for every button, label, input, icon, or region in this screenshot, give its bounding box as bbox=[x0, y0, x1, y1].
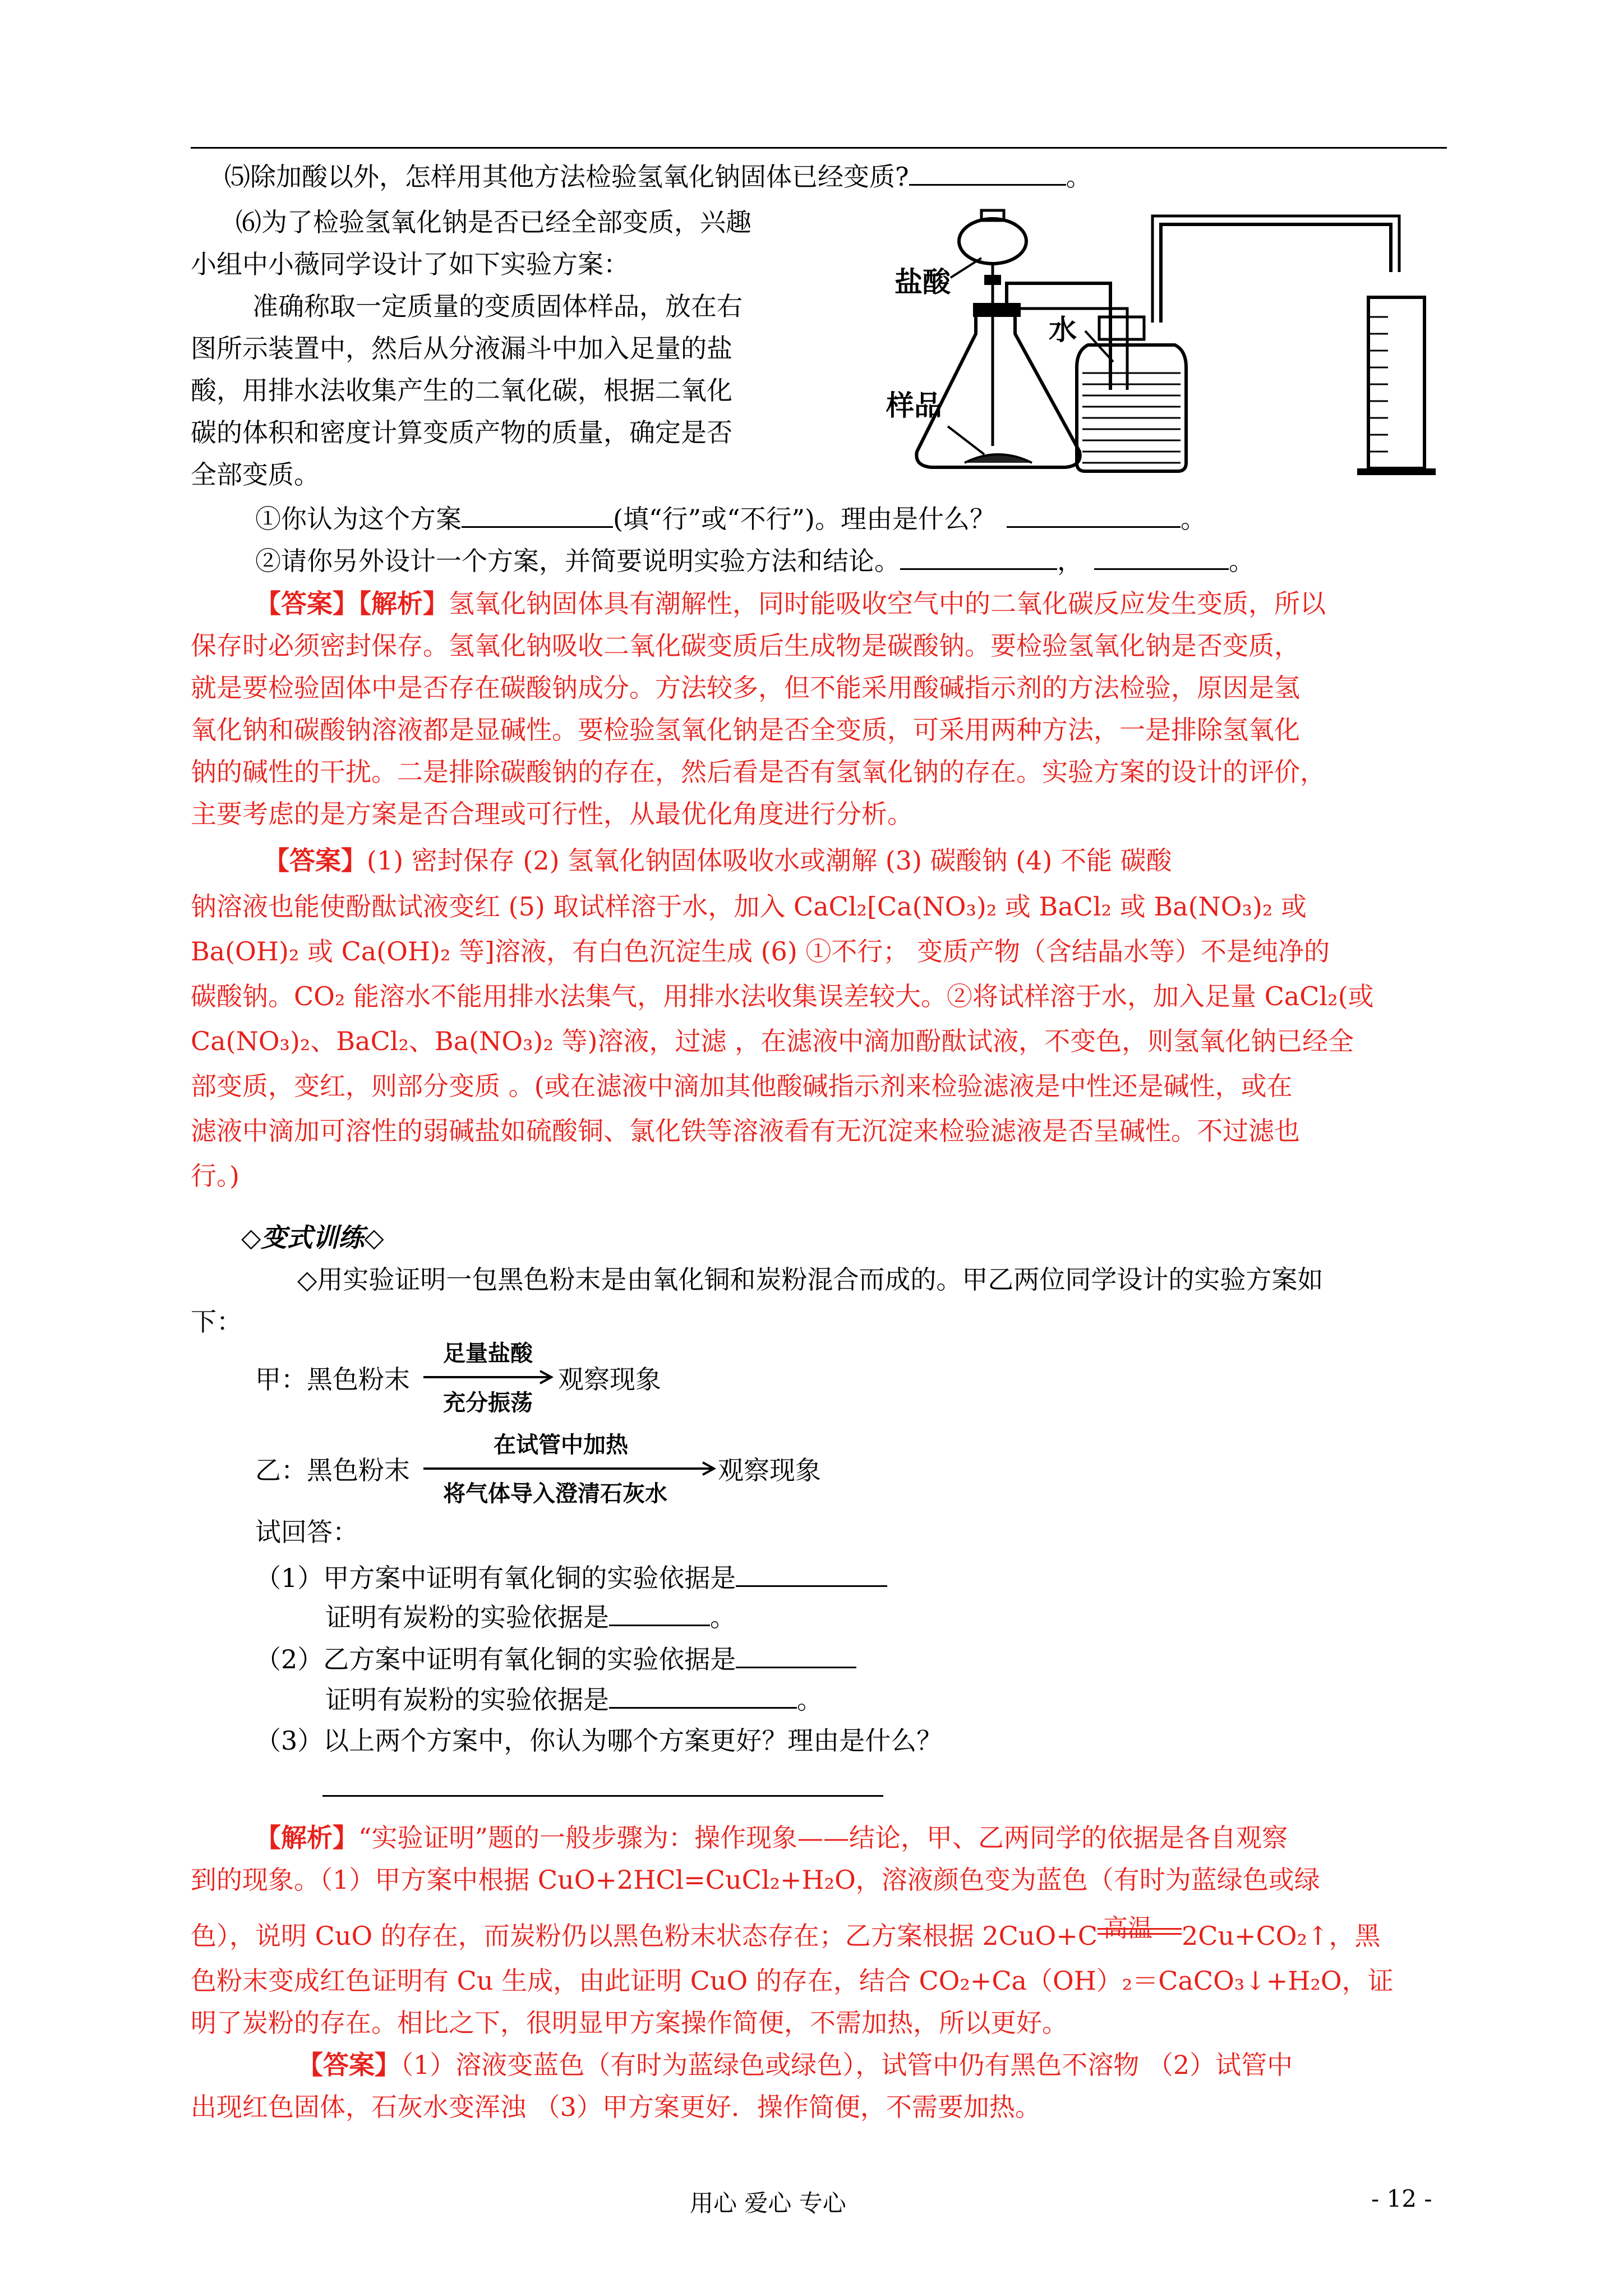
analysis-1-line: 氧化钠和碳酸钠溶液都是显碱性。要检验氢氧化钠是否全变质，可采用两种方法，一是排除氢氧化 bbox=[191, 715, 1300, 745]
answer-blank bbox=[462, 500, 613, 528]
answer-blank bbox=[609, 1681, 797, 1709]
answer-blank bbox=[1007, 500, 1181, 528]
answer-1-line bbox=[264, 843, 1172, 878]
answer-blank bbox=[736, 1559, 887, 1587]
footer-motto: 用心 爱心 专心 bbox=[690, 2189, 846, 2217]
variant-q2b bbox=[325, 1681, 823, 1717]
answer-text: (1) 密封保存 (2) 氢氧化钠固体吸收水或潮解 (3) 碳酸钠 (4) 不能 碳酸 bbox=[367, 845, 1172, 876]
equals-sign bbox=[1098, 1928, 1182, 1935]
analysis-text: 氢氧化钠固体具有潮解性，同时能吸收空气中的二氧化碳反应发生变质，所以 bbox=[449, 588, 1326, 619]
question-5 bbox=[224, 158, 1092, 194]
answer-1-line: 钠溶液也能使酚酞试液变红 (5) 取试样溶于水，加入 CaCl₂[Ca(NO₃)₂ 或 BaCl₂ 或 Ba(NO₃)₂ 或 bbox=[191, 891, 1307, 922]
answer-blank bbox=[1094, 542, 1229, 570]
variant-q1b bbox=[325, 1599, 736, 1635]
question-6-sub1 bbox=[255, 500, 1206, 536]
analysis-2-line: 色粉末变成红色证明有 Cu 生成，由此证明 CuO 的存在，结合 CO₂+Ca（OH）₂＝CaCO₃↓+H₂O，证 bbox=[191, 1966, 1394, 1996]
analysis-1-line: 保存时必须密封保存。氢氧化钠吸收二氧化碳变质后生成物是碳酸钠。要检验氢氧化钠是否变质， bbox=[191, 631, 1300, 661]
question-6-line: 酸，用排水法收集产生的二氧化碳，根据二氧化 bbox=[191, 375, 732, 406]
answer-tag: 【答案】 bbox=[297, 2050, 400, 2080]
answer-1-line: Ca(NO₃)₂、BaCl₂、Ba(NO₃)₂ 等)溶液，过滤 ，在滤液中滴加酚酞试液，不变色，则氢氧化钠已经全 bbox=[191, 1026, 1354, 1056]
analysis-2-line: 到的现象。（1）甲方案中根据 CuO+2HCl=CuCl₂+H₂O，溶液颜色变为蓝色（有时为蓝绿色或绿 bbox=[191, 1865, 1320, 1895]
question-6-line: 图所示装置中，然后从分液漏斗中加入足量的盐 bbox=[191, 333, 732, 364]
answer-tag: 【答案】 bbox=[264, 845, 367, 876]
question-6-line: ⑹为了检验氢氧化钠是否已经全部变质，兴趣 bbox=[236, 207, 751, 237]
apparatus-figure bbox=[864, 205, 1453, 480]
analysis-text: 2Cu+CO₂↑，黑 bbox=[1181, 1921, 1381, 1951]
answer-blank bbox=[909, 158, 1066, 186]
ask-label: 试回答： bbox=[255, 1517, 358, 1547]
question-6-line: 碳的体积和密度计算变质产物的质量，确定是否 bbox=[191, 417, 732, 448]
scheme-yi-prefix: 乙：黑色粉末 bbox=[255, 1455, 410, 1485]
sub1-text: (填“行”或“不行”)。理由是什么？ bbox=[613, 504, 995, 534]
scheme-jia-prefix: 甲：黑色粉末 bbox=[255, 1364, 410, 1395]
scheme-jia-condition-top: 足量盐酸 bbox=[443, 1341, 533, 1366]
scheme-jia-result: 观察现象 bbox=[558, 1364, 661, 1395]
analysis-2-line bbox=[191, 1914, 1381, 1953]
analysis-tag: 【解析】 bbox=[255, 1823, 358, 1853]
analysis-2-line bbox=[255, 1820, 1288, 1855]
graduated-cylinder bbox=[1368, 297, 1424, 468]
answer-1-line: 部变质，变红，则部分变质 。(或在滤液中滴加其他酸碱指示剂来检验滤液是中性还是碱性，或在 bbox=[191, 1071, 1293, 1101]
question-6-line: 准确称取一定质量的变质固体样品，放在右 bbox=[252, 291, 743, 321]
punct: 。 bbox=[1180, 504, 1206, 534]
q-text: 证明有炭粉的实验依据是 bbox=[325, 1685, 609, 1715]
variant-q1a bbox=[255, 1559, 887, 1595]
analysis-1-line: 就是要检验固体中是否存在碳酸钠成分。方法较多，但不能采用酸碱指示剂的方法检验，原因是氢 bbox=[191, 673, 1300, 703]
analysis-text: “实验证明”题的一般步骤为：操作现象——结论，甲、乙两同学的依据是各自观察 bbox=[358, 1823, 1288, 1853]
analysis-1-line: 钠的碱性的干扰。二是排除碳酸钠的存在，然后看是否有氢氧化钠的存在。实验方案的设计的评价， bbox=[191, 757, 1326, 787]
punct: 。 bbox=[1066, 162, 1092, 192]
sample-solid bbox=[965, 454, 1032, 463]
analysis-2-line: 明了炭粉的存在。相比之下，很明显甲方案操作简便，不需加热，所以更好。 bbox=[191, 2008, 1068, 2038]
q-text: （2）乙方案中证明有氧化铜的实验依据是 bbox=[255, 1644, 736, 1674]
variant-intro: 下： bbox=[191, 1306, 242, 1337]
answer-1-line: 行。) bbox=[191, 1161, 239, 1191]
punct: ， bbox=[1057, 546, 1083, 576]
analysis-text: 色），说明 CuO 的存在，而炭粉仍以黑色粉末状态存在；乙方案根据 2CuO+C bbox=[191, 1921, 1098, 1951]
sub1-text: ①你认为这个方案 bbox=[255, 504, 462, 534]
variant-q3: （3）以上两个方案中，你认为哪个方案更好？理由是什么？ bbox=[255, 1726, 943, 1756]
analysis-1-line: 主要考虑的是方案是否合理或可行性，从最优化角度进行分析。 bbox=[191, 799, 913, 829]
scheme-yi-result: 观察现象 bbox=[718, 1455, 821, 1485]
variant-intro: ◇用实验证明一包黑色粉末是由氧化铜和炭粉混合而成的。甲乙两位同学设计的实验方案如 bbox=[297, 1264, 1324, 1295]
scheme-jia-arrow bbox=[423, 1369, 558, 1386]
header-rule bbox=[191, 147, 1447, 149]
answer-1-line: 碳酸钠。CO₂ 能溶水不能用排水法集气，用排水法收集误差较大。②将试样溶于水，加入足量 CaCl₂(或 bbox=[191, 981, 1374, 1011]
q-text: （1）甲方案中证明有氧化铜的实验依据是 bbox=[255, 1563, 736, 1593]
answer-2-line: 出现红色固体，石灰水变浑浊 （3）甲方案更好．操作简便，不需要加热。 bbox=[191, 2092, 1041, 2122]
question-5-text: ⑸除加酸以外，怎样用其他方法检验氢氧化钠固体已经变质? bbox=[224, 162, 909, 192]
condition-text: 高温 bbox=[1103, 1914, 1152, 1943]
answer-blank bbox=[900, 542, 1057, 570]
scheme-jia-condition-bottom: 充分振荡 bbox=[443, 1390, 533, 1416]
analysis-1-line bbox=[255, 586, 1326, 621]
label-sample: 样品 bbox=[886, 389, 942, 422]
q-text: 证明有炭粉的实验依据是 bbox=[325, 1602, 609, 1632]
funnel-bulb bbox=[959, 219, 1026, 264]
punct: 。 bbox=[797, 1685, 823, 1715]
sub2-text: ②请你另外设计一个方案，并简要说明实验方法和结论。 bbox=[255, 546, 900, 576]
variant-heading: ◇变式训练◇ bbox=[241, 1222, 384, 1253]
label-water: 水 bbox=[1049, 314, 1077, 346]
answer-1-line: Ba(OH)₂ 或 Ca(OH)₂ 等]溶液，有白色沉淀生成 (6) ①不行； 变质产物（含结晶水等）不是纯净的 bbox=[191, 936, 1330, 967]
scheme-yi-condition-bottom: 将气体导入澄清石灰水 bbox=[443, 1481, 667, 1507]
answer-line bbox=[322, 1795, 883, 1797]
punct: 。 bbox=[710, 1602, 736, 1632]
question-6-sub2 bbox=[255, 542, 1255, 578]
answer-analysis-tag: 【答案】【解析】 bbox=[255, 588, 449, 619]
answer-text: （1）溶液变蓝色（有时为蓝绿色或绿色），试管中仍有黑色不溶物 （2）试管中 bbox=[400, 2050, 1293, 2080]
question-6-line: 全部变质。 bbox=[191, 459, 320, 490]
answer-blank bbox=[609, 1599, 710, 1626]
scheme-yi-arrow bbox=[423, 1460, 721, 1477]
answer-1-line: 滤液中滴加可溶性的弱碱盐如硫酸铜、氯化铁等溶液看有无沉淀来检验滤液是否呈碱性。不过滤也 bbox=[191, 1116, 1300, 1146]
page-number: - 12 - bbox=[1371, 2185, 1432, 2212]
answer-blank bbox=[736, 1641, 856, 1668]
variant-q2a bbox=[255, 1641, 856, 1677]
label-acid: 盐酸 bbox=[895, 266, 951, 298]
punct: 。 bbox=[1229, 546, 1255, 576]
scheme-yi-condition-top: 在试管中加热 bbox=[494, 1432, 628, 1458]
reaction-condition bbox=[1098, 1914, 1182, 1945]
answer-2-line bbox=[297, 2047, 1293, 2082]
question-6-line: 小组中小薇同学设计了如下实验方案： bbox=[191, 249, 629, 279]
